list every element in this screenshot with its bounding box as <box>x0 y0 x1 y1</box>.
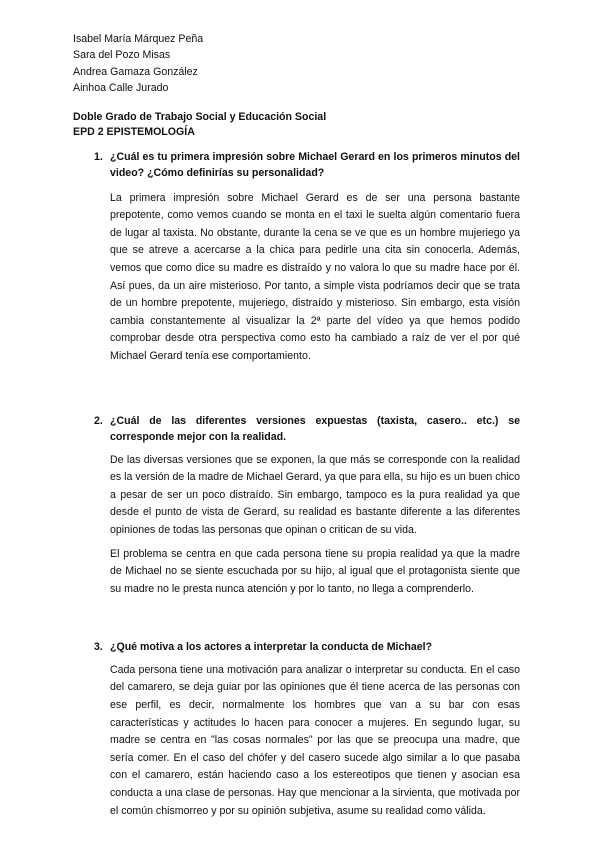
answer-3-paragraph-1: Cada persona tiene una motivación para analizar o interpretar su conducta. En el caso del camarero, se deja guiar por las opiniones que él tiene acerca de las personas con ese perfil, es decir, normalmente los hombres que van a su bar con esas características y actitudes lo hacen para conocer a mujeres. En segundo lugar, su madre se centra en "las cosas normales" por las que se preocupa una madre, que sería comer. En el caso del chófer y del casero sucede algo similar a lo que pasaba con el camarero, están haciendo caso a los estereotipos que tienen y asocian esa conducta a una clase de personas. Hay que mencionar a la sirvienta, que motivada por el común chismorreo y por su opinión subjetiva, asume su realidad como válida. <box>110 663 520 817</box>
question-number: 1. <box>94 150 103 163</box>
answer-2-paragraph-2: El problema se centra en que cada persona tiene su propia realidad ya que la madre de Michael no se siente escuchada por su hijo, al igual que el protagonista siente que su madre no le presta nunca atención y por lo tanto, no llega a comprenderlo. <box>110 547 520 595</box>
answer-2-paragraph-1: De las diversas versiones que se exponen, la que más se corresponde con la realidad es la versión de la madre de Michael Gerard, ya que para ella, su hijo es un buen chico a pesar de ser un poco distraído. Sin embargo, tampoco es la pura realidad ya que desde el punto de vista de Gerard, su realidad es bastante diferente a las diferentes opiniones de todas las personas que opinan o critican de su vida. <box>110 453 520 536</box>
question-2 <box>94 413 520 446</box>
question-1 <box>94 149 520 182</box>
assignment-title: EPD 2 EPISTEMOLOGÍA <box>73 125 195 138</box>
author-name: Isabel María Márquez Peña <box>73 33 204 45</box>
answer-1-paragraph-1: La primera impresión sobre Michael Gerard es de ser una persona bastante prepotente, como vemos cuando se monta en el taxi le suelta algún comentario fuera de lugar al taxista. No obstante, durante la cena se ve que es un hombre mujeriego ya que se atreve a acercarse a la chica para pedirle una cita sin conocerla. Además, vemos que como dice su madre es distraído y no valora lo que su madre hace por él. Así pues, da un aire misterioso. Por tanto, a simple vista podríamos decir que se trata de un hombre prepotente, mujeriego, distraído y misterioso. Sin embargo, esta visión cambia constantemente al visualizar la 2ª parte del vídeo ya que hemos podido comprobar desde otra perspectiva como esto ha cambiado a raíz de ver el por qué Michael Gerard tenía ese comportamiento. <box>110 191 520 362</box>
author-list <box>73 31 520 97</box>
question-number: 3. <box>94 641 103 654</box>
author-name: Andrea Gamaza González <box>73 65 198 78</box>
author-name: Ainhoa Calle Jurado <box>73 82 169 95</box>
question-3 <box>94 639 520 656</box>
author-name: Sara del Pozo Misas <box>73 49 171 62</box>
course-heading <box>73 110 520 140</box>
question-text: ¿Cuál de las diferentes versiones expuestas (taxista, casero.. etc.) se corresponde mejor con la realidad. <box>110 414 520 444</box>
degree-title: Doble Grado de Trabajo Social y Educación Social <box>73 110 327 123</box>
question-text: ¿Qué motiva a los actores a interpretar la conducta de Michael? <box>110 641 433 654</box>
question-text: ¿Cuál es tu primera impresión sobre Michael Gerard en los primeros minutos del video? ¿Cómo definirías su personalidad? <box>110 150 520 180</box>
question-number: 2. <box>94 414 103 427</box>
